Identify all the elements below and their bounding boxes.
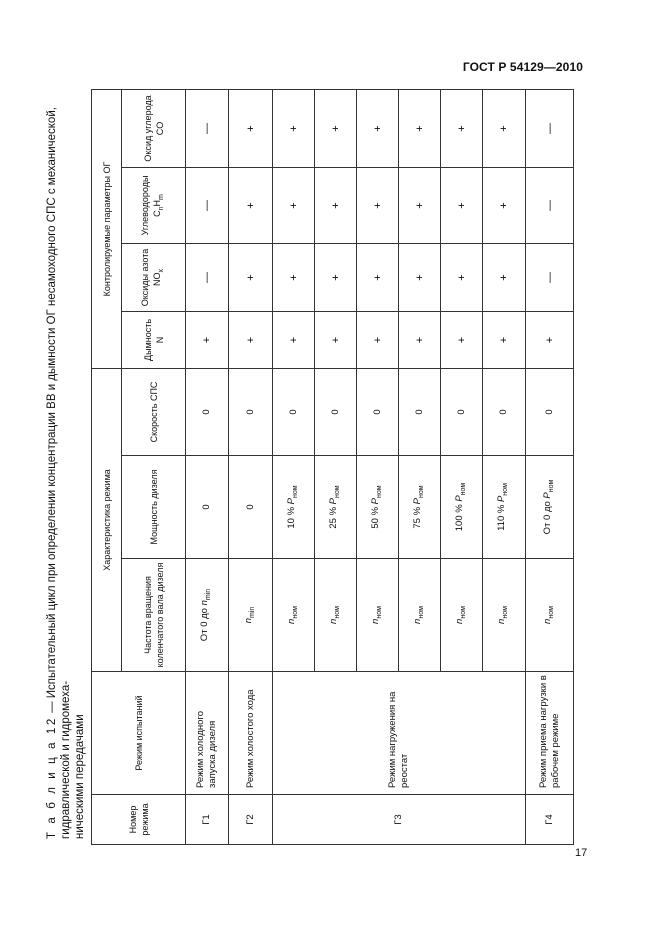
g1-rot <box>186 559 229 672</box>
g3-nox: + <box>315 244 357 312</box>
table-caption <box>45 90 86 845</box>
g3-hc: + <box>357 168 399 244</box>
g1-smoke: + <box>186 312 229 369</box>
g3-hc: + <box>441 168 483 244</box>
g3-co: + <box>399 89 441 167</box>
g3-power-symbol: P <box>327 497 339 505</box>
g3-power <box>357 456 399 559</box>
g3-power-pct: 110 % <box>496 504 508 531</box>
caption-text: — Испытательный цикл при определении концентрации ВВ и дымности ОГ несамоходного СПС с механической, гидравлической и гидромеха- <box>46 107 72 839</box>
test-cycle-table <box>91 89 574 845</box>
g4-power <box>526 456 574 559</box>
g3-rot <box>483 559 526 672</box>
g1-nox: — <box>186 244 229 312</box>
g4-speed: 0 <box>526 369 574 456</box>
g1-mode: Режим холодного запуска дизеля <box>186 672 229 795</box>
g3-power <box>273 456 315 559</box>
g2-hc: + <box>229 168 273 244</box>
g2-rot-sub: min <box>248 606 256 618</box>
g2-smoke: + <box>229 312 273 369</box>
g3-rot-symbol: n <box>369 618 381 624</box>
g2-mode: Режим холостого хода <box>229 672 273 795</box>
standard-number: ГОСТ Р 54129—2010 <box>462 60 583 74</box>
g3-power <box>441 456 483 559</box>
g3-smoke: + <box>399 312 441 369</box>
g2-nox: + <box>229 244 273 312</box>
header-crankshaft-speed: Частота вращения коленчатого вала дизеля <box>122 559 186 672</box>
g2-speed: 0 <box>229 369 273 456</box>
g1-hc: — <box>186 168 229 244</box>
g4-hc: — <box>526 168 574 244</box>
g4-mode: Режим приема нагрузки в рабочем режиме <box>526 672 574 795</box>
header-vehicle-speed: Скорость СПС <box>122 369 186 456</box>
g3-smoke: + <box>357 312 399 369</box>
g1-speed: 0 <box>186 369 229 456</box>
landscape-table-block <box>45 90 590 845</box>
g3-power-sub: ном <box>501 483 509 496</box>
header-hydrocarbons: Углеводороды $C_nH_m$ <box>122 168 186 244</box>
g3-rot-sub: ном <box>291 606 299 619</box>
header-mode-number: Номер режима <box>92 795 186 845</box>
table-row <box>229 89 273 844</box>
g3-co: + <box>441 89 483 167</box>
g3-rot-symbol: n <box>453 618 465 624</box>
header-mode-characteristics: Характеристика режима <box>92 369 122 672</box>
g3-speed: 0 <box>441 369 483 456</box>
g3-hc: + <box>483 168 526 244</box>
table-row <box>273 89 315 844</box>
g3-nox: + <box>483 244 526 312</box>
g3-power-symbol: P <box>369 497 381 505</box>
g3-power-sub: ном <box>375 485 383 498</box>
g3-rot-sub: ном <box>417 606 425 619</box>
header-nox-label: Оксиды азота <box>140 248 151 307</box>
g4-smoke: + <box>526 312 574 369</box>
g3-power-sub: ном <box>291 485 299 498</box>
header-diesel-power: Мощность дизеля <box>122 456 186 559</box>
g3-power-symbol: P <box>453 495 465 502</box>
g3-nox: + <box>357 244 399 312</box>
g2-power: 0 <box>229 456 273 559</box>
g3-co: + <box>483 89 526 167</box>
g3-hc: + <box>399 168 441 244</box>
g3-nox: + <box>399 244 441 312</box>
g3-smoke: + <box>273 312 315 369</box>
g3-power-symbol: P <box>285 497 297 505</box>
g3-rot <box>357 559 399 672</box>
g3-rot <box>399 559 441 672</box>
g3-smoke: + <box>483 312 526 369</box>
g3-power-pct: 100 % <box>453 504 465 532</box>
g1-rot-symbol: n <box>199 600 211 606</box>
g3-power-sub: ном <box>417 485 425 498</box>
g3-rot <box>315 559 357 672</box>
g4-number: Г4 <box>526 795 574 845</box>
g3-co: + <box>315 89 357 167</box>
page-number: 17 <box>575 847 588 859</box>
header-nox <box>122 244 186 312</box>
g1-co: — <box>186 89 229 167</box>
g3-nox: + <box>273 244 315 312</box>
g3-rot-sub: ном <box>501 606 509 619</box>
header-nox-subscript: x <box>157 269 165 273</box>
header-smoke: Дымность N <box>122 312 186 369</box>
g3-power-pct: 75 % <box>411 506 423 529</box>
g4-nox: — <box>526 244 574 312</box>
g3-hc: + <box>273 168 315 244</box>
header-carbon-monoxide: Оксид углерода CO <box>122 89 186 167</box>
g4-rot-sub: ном <box>547 606 555 619</box>
g3-power-pct: 50 % <box>369 506 381 529</box>
g3-smoke: + <box>441 312 483 369</box>
g3-hc: + <box>315 168 357 244</box>
g4-co: — <box>526 89 574 167</box>
g3-power <box>399 456 441 559</box>
g3-co: + <box>273 89 315 167</box>
g2-rot-symbol: n <box>242 618 254 624</box>
table-row <box>526 89 574 844</box>
g2-number: Г2 <box>229 795 273 845</box>
g3-rot-sub: ном <box>333 606 341 619</box>
g3-speed: 0 <box>483 369 526 456</box>
header-nox-symbol: NO <box>152 272 163 286</box>
caption-label: Т а б л и ц а 12 <box>46 716 58 839</box>
g3-rot-symbol: n <box>411 618 423 624</box>
g3-speed: 0 <box>273 369 315 456</box>
g3-rot-sub: ном <box>375 606 383 619</box>
g3-rot-symbol: n <box>285 618 297 624</box>
g3-smoke: + <box>315 312 357 369</box>
g3-mode: Режим нагружения на реостат <box>273 672 526 795</box>
g3-speed: 0 <box>399 369 441 456</box>
g4-power-text: От 0 до <box>541 501 553 535</box>
g3-power-sub: ном <box>333 485 341 498</box>
g1-rot-sub: min <box>204 588 212 601</box>
caption-text-continued: ническими передачами <box>74 714 86 839</box>
g4-power-sub: ном <box>547 479 555 493</box>
g4-rot-symbol: n <box>541 618 553 624</box>
g3-rot-symbol: n <box>327 618 339 624</box>
g3-power-sub: ном <box>459 482 467 496</box>
g3-power-pct: 10 % <box>285 506 297 529</box>
g1-power: 0 <box>186 456 229 559</box>
g3-number: Г3 <box>273 795 526 845</box>
g3-rot <box>441 559 483 672</box>
g3-speed: 0 <box>357 369 399 456</box>
g2-rot <box>229 559 273 672</box>
g3-speed: 0 <box>315 369 357 456</box>
header-test-mode: Режим испытаний <box>92 672 186 795</box>
g1-rot-text: От 0 до <box>199 608 211 642</box>
g3-power <box>483 456 526 559</box>
g4-rot <box>526 559 574 672</box>
g3-rot-symbol: n <box>496 618 508 624</box>
g4-power-symbol: P <box>541 492 553 499</box>
g3-rot-sub: ном <box>459 606 467 619</box>
g1-number: Г1 <box>186 795 229 845</box>
g3-power <box>315 456 357 559</box>
g3-power-symbol: P <box>496 495 508 503</box>
header-hc-label: Углеводороды <box>140 175 151 236</box>
g3-power-symbol: P <box>411 497 423 505</box>
g2-co: + <box>229 89 273 167</box>
g3-nox: + <box>441 244 483 312</box>
g3-co: + <box>357 89 399 167</box>
g3-rot <box>273 559 315 672</box>
table-row <box>186 89 229 844</box>
g3-power-pct: 25 % <box>327 506 339 529</box>
header-controlled-params: Контролируемые параметры ОГ <box>92 89 122 368</box>
